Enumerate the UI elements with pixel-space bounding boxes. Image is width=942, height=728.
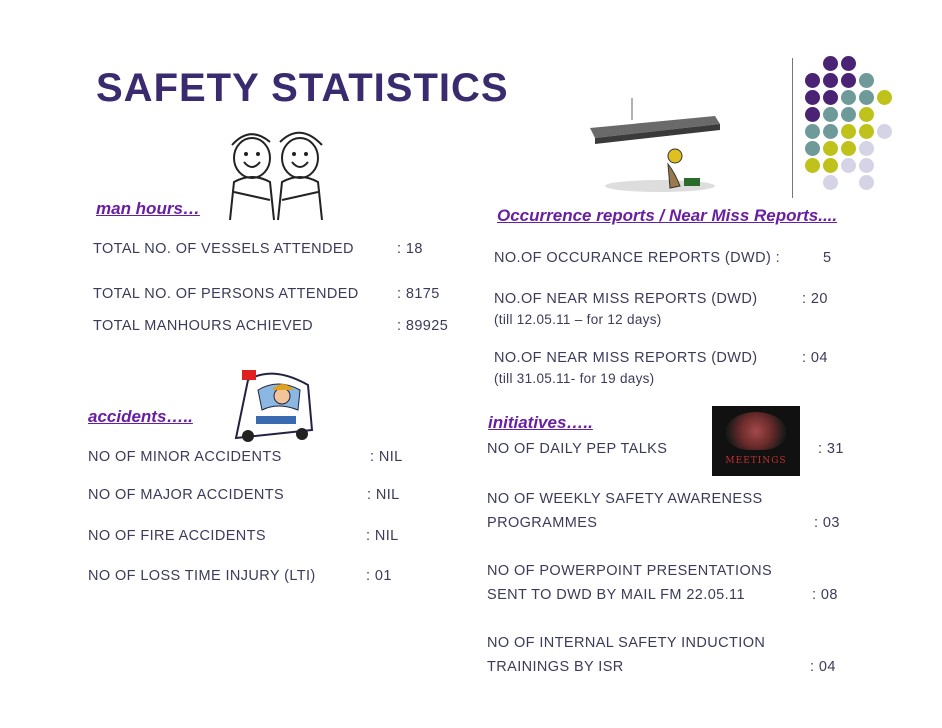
near-miss-reports-label: NO.OF NEAR MISS REPORTS (DWD) <box>494 291 758 307</box>
meetings-photo-image <box>712 406 800 476</box>
vessels-attended-label: TOTAL NO. OF VESSELS ATTENDED <box>93 241 354 257</box>
manhours-achieved-label: TOTAL MANHOURS ACHIEVED <box>93 318 314 334</box>
near-miss-reports-note: (till 12.05.11 – for 12 days) <box>494 312 662 327</box>
pep-talks-value: : 31 <box>818 441 844 457</box>
minor-accidents-label: NO OF MINOR ACCIDENTS <box>88 449 282 465</box>
initiatives-heading: initiatives….. <box>488 413 593 432</box>
occurance-reports-value: 5 <box>823 250 832 266</box>
presentations-label-line2: SENT TO DWD BY MAIL FM 22.05.11 <box>487 587 745 603</box>
pep-talks-label: NO OF DAILY PEP TALKS <box>487 441 668 457</box>
accidents-heading-text: accidents <box>88 407 167 426</box>
fire-accidents-value: : NIL <box>366 528 399 544</box>
accidents-heading <box>88 407 193 427</box>
meetings-caption: MEETINGS <box>725 456 787 466</box>
man-hours-heading: man hours… <box>96 199 200 218</box>
presentations-value: : 08 <box>812 587 838 603</box>
manhours-achieved-value: : 89925 <box>397 318 449 334</box>
induction-trainings-value: : 04 <box>810 659 836 675</box>
major-accidents-value: : NIL <box>367 487 400 503</box>
near-miss-reports-2-label: NO.OF NEAR MISS REPORTS (DWD) <box>494 350 758 366</box>
ambulance-cartoon-image <box>228 360 318 442</box>
persons-attended-label: TOTAL NO. OF PERSONS ATTENDED <box>93 286 359 302</box>
near-miss-reports-value: : 20 <box>802 291 828 307</box>
presentations-label-line1: NO OF POWERPOINT PRESENTATIONS <box>487 563 773 579</box>
induction-trainings-label-line1: NO OF INTERNAL SAFETY INDUCTION <box>487 635 766 651</box>
construction-beam-image <box>580 98 730 198</box>
fire-accidents-label: NO OF FIRE ACCIDENTS <box>88 528 266 544</box>
near-miss-reports-2-value: : 04 <box>802 350 828 366</box>
occurance-reports-label: NO.OF OCCURANCE REPORTS (DWD) : <box>494 250 781 266</box>
induction-trainings-label-line2: TRAININGS BY ISR <box>487 659 624 675</box>
title-divider <box>792 58 793 198</box>
page-title: SAFETY STATISTICS <box>96 66 509 110</box>
lti-value: : 01 <box>366 568 392 584</box>
major-accidents-label: NO OF MAJOR ACCIDENTS <box>88 487 285 503</box>
accidents-heading-dots: ….. <box>166 407 193 426</box>
awareness-programmes-label-line1: NO OF WEEKLY SAFETY AWARENESS <box>487 491 763 507</box>
awareness-programmes-value: : 03 <box>814 515 840 531</box>
awareness-programmes-label-line2: PROGRAMMES <box>487 515 598 531</box>
workers-cartoon-image <box>220 120 340 225</box>
minor-accidents-value: : NIL <box>370 449 403 465</box>
vessels-attended-value: : 18 <box>397 241 423 257</box>
near-miss-reports-2-note: (till 31.05.11- for 19 days) <box>494 371 655 386</box>
lti-label: NO OF LOSS TIME INJURY (LTI) <box>88 568 316 584</box>
persons-attended-value: : 8175 <box>397 286 440 302</box>
occurrence-reports-heading: Occurrence reports / Near Miss Reports.... <box>497 206 838 225</box>
